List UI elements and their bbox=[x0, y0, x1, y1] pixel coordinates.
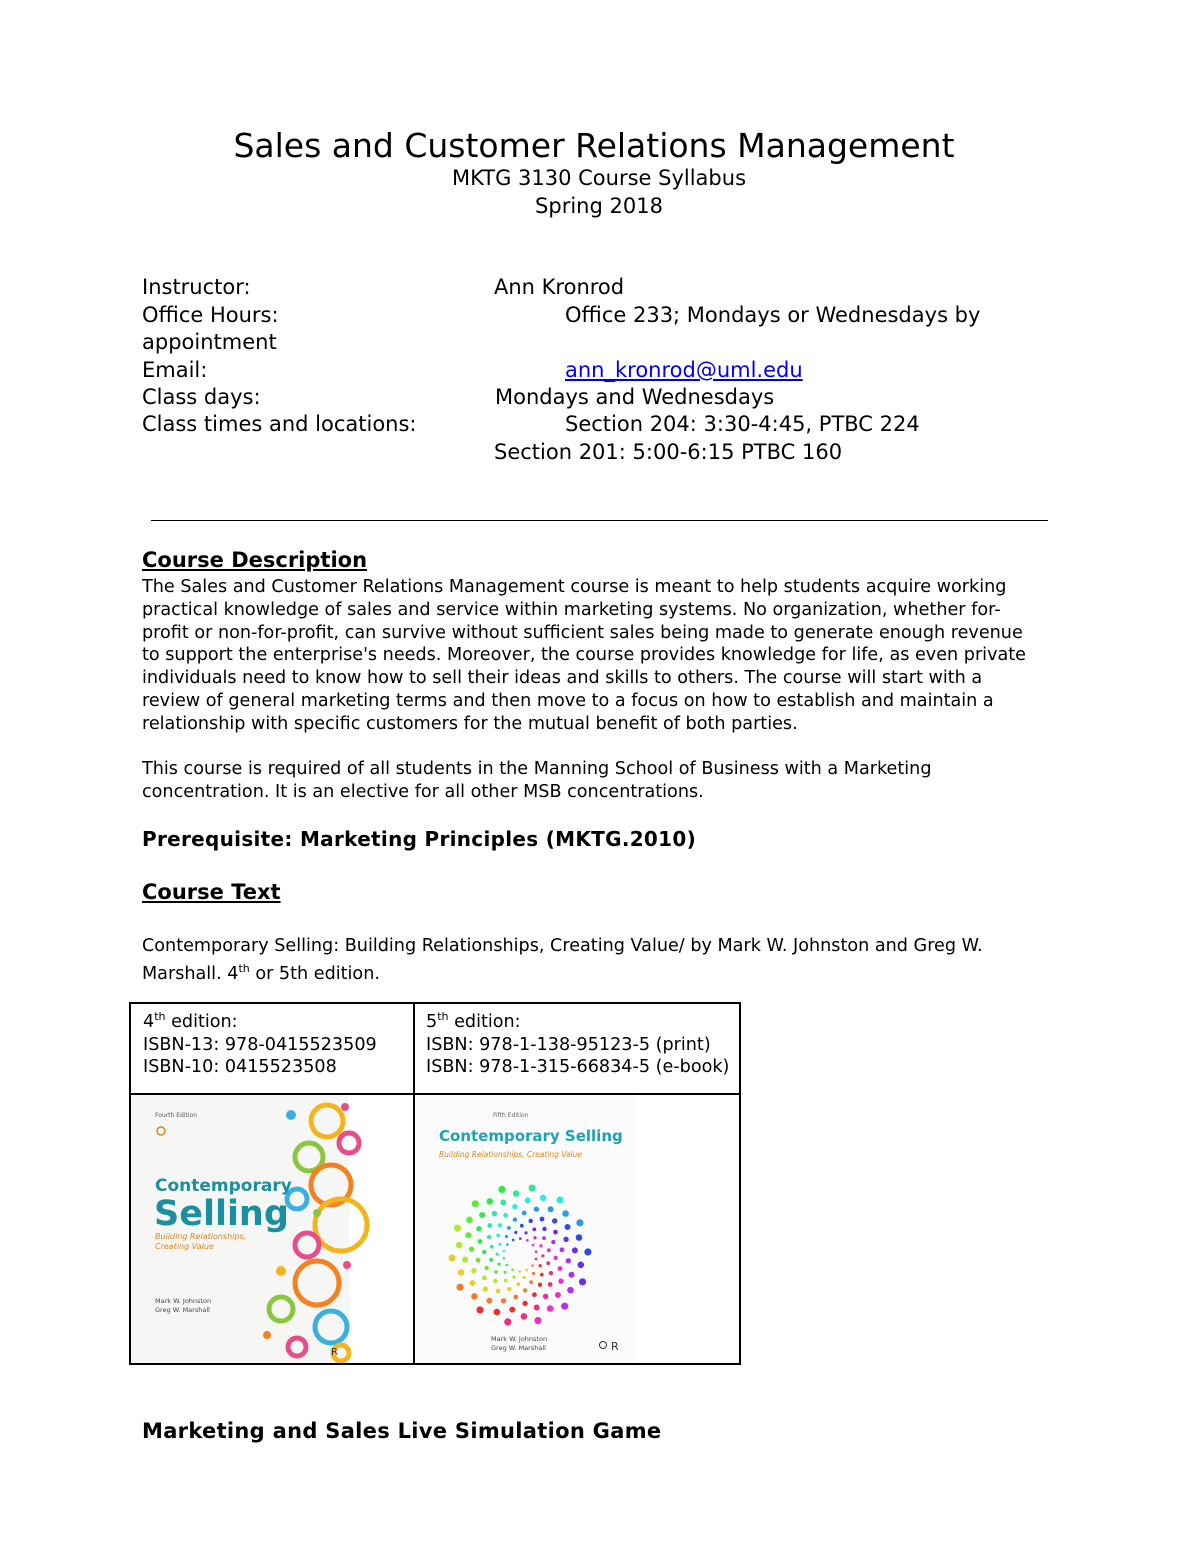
isbn-print: ISBN: 978-1-138-95123-5 (print) bbox=[426, 1034, 711, 1055]
spiral-dot bbox=[553, 1230, 558, 1235]
spiral-dot bbox=[532, 1292, 537, 1297]
description-line: This course is required of all students in the Manning School of Business with a Marketing bbox=[142, 759, 932, 779]
course-text-line: Marshall. 4th or 5th edition. bbox=[142, 961, 380, 984]
spiral-dot bbox=[539, 1244, 542, 1247]
spiral-dot bbox=[513, 1295, 518, 1300]
spiral-dot bbox=[525, 1197, 531, 1203]
spiral-dot bbox=[496, 1253, 499, 1256]
spiral-dot bbox=[569, 1272, 575, 1278]
spiral-dot bbox=[472, 1200, 479, 1207]
spiral-dot bbox=[503, 1257, 506, 1260]
spiral-dot bbox=[547, 1305, 554, 1312]
spiral-dot bbox=[533, 1236, 536, 1239]
spiral-dot bbox=[531, 1264, 534, 1267]
spiral-dot bbox=[500, 1200, 506, 1206]
course-term: Spring 2018 bbox=[535, 194, 663, 218]
spiral-dot bbox=[576, 1234, 583, 1241]
spiral-dot bbox=[540, 1217, 545, 1222]
edition-5-cover-edition: Fifth Edition bbox=[493, 1112, 529, 1119]
spiral-dot bbox=[542, 1227, 546, 1231]
spiral-dot bbox=[504, 1279, 508, 1283]
spiral-dot bbox=[524, 1231, 527, 1234]
spiral-dot bbox=[518, 1270, 521, 1273]
spiral-dot bbox=[497, 1263, 500, 1266]
spiral-dot bbox=[529, 1185, 536, 1192]
office-hours-value: Office 233; Mondays or Wednesdays by bbox=[565, 303, 981, 327]
spiral-dot bbox=[503, 1271, 506, 1274]
spiral-dot bbox=[549, 1271, 553, 1275]
spiral-dot bbox=[498, 1186, 505, 1193]
section-201: Section 201: 5:00-6:15 PTBC 160 bbox=[494, 440, 843, 464]
spiral-dot bbox=[506, 1243, 509, 1246]
spiral-dot bbox=[496, 1234, 500, 1238]
spiral-dot bbox=[521, 1313, 528, 1320]
edition-4-cover-title-2: Selling bbox=[154, 1194, 289, 1234]
spiral-dot bbox=[476, 1306, 483, 1313]
office-hours-continuation: appointment bbox=[142, 330, 277, 354]
spiral-dot bbox=[565, 1224, 571, 1230]
spiral-dot bbox=[476, 1226, 481, 1231]
spiral-dot bbox=[551, 1240, 555, 1244]
spiral-dot bbox=[560, 1247, 565, 1252]
isbn-ebook: ISBN: 978-1-315-66834-5 (e-book) bbox=[426, 1057, 730, 1078]
spiral-dot bbox=[496, 1289, 501, 1294]
spiral-dot bbox=[471, 1293, 478, 1300]
edition-4-cover-author-2: Greg W. Marshall bbox=[155, 1306, 210, 1314]
edition-5-label: 5th edition: bbox=[426, 1010, 521, 1032]
spiral-dot bbox=[538, 1283, 542, 1287]
spiral-dot bbox=[470, 1280, 476, 1286]
spiral-dot bbox=[504, 1318, 511, 1325]
edition-4-cell bbox=[130, 1003, 414, 1094]
spiral-dot bbox=[486, 1298, 492, 1304]
horizontal-rule bbox=[151, 520, 1048, 521]
spiral-dot bbox=[512, 1239, 515, 1242]
spiral-dot bbox=[562, 1210, 569, 1217]
spiral-dot bbox=[483, 1286, 488, 1291]
spiral-dot bbox=[506, 1264, 509, 1267]
spiral-dot bbox=[534, 1317, 541, 1324]
spiral-dot bbox=[552, 1218, 557, 1223]
edition-5-cover-art bbox=[415, 1095, 739, 1363]
description-line: practical knowledge of sales and service within marketing systems. No organization, whether for- bbox=[142, 599, 1001, 620]
description-line: relationship with specific customers for the mutual benefit of both parties. bbox=[142, 713, 798, 734]
spiral-dot bbox=[572, 1247, 578, 1253]
spiral-dot bbox=[529, 1219, 533, 1223]
spiral-dot bbox=[567, 1287, 574, 1294]
course-subtitle: MKTG 3130 Course Syllabus bbox=[451, 166, 747, 190]
spiral-dot bbox=[490, 1245, 494, 1249]
spiral-dot bbox=[494, 1270, 498, 1274]
spiral-dot bbox=[535, 1250, 538, 1253]
spiral-dot bbox=[547, 1248, 551, 1252]
spiral-dot bbox=[457, 1284, 464, 1291]
spiral-dot bbox=[458, 1269, 465, 1276]
edition-4-cover-cell bbox=[130, 1094, 414, 1364]
office-hours-label: Office Hours: bbox=[142, 303, 279, 327]
spiral-dot bbox=[498, 1243, 501, 1246]
edition-4-cover bbox=[131, 1095, 413, 1363]
spiral-dot bbox=[456, 1242, 463, 1249]
spiral-dot bbox=[542, 1236, 546, 1240]
edition-4-cover-art bbox=[131, 1095, 413, 1363]
spiral-dot bbox=[466, 1232, 472, 1238]
course-text-line: Contemporary Selling: Building Relationships, Creating Value/ by Mark W. Johnston and Greg W. bbox=[142, 936, 983, 956]
spiral-dot bbox=[487, 1223, 492, 1228]
edition-4-cover-author-1: Mark W. Johnston bbox=[155, 1297, 212, 1305]
description-line: profit or non-for-profit, can survive without sufficient sales being made to generate enough revenue bbox=[142, 622, 1023, 643]
spiral-dot bbox=[555, 1292, 561, 1298]
spiral-dot bbox=[507, 1287, 511, 1291]
spiral-dot bbox=[566, 1258, 571, 1263]
spiral-dot bbox=[511, 1268, 514, 1271]
spiral-dot bbox=[540, 1273, 544, 1277]
isbn-13: ISBN-13: 978-0415523509 bbox=[143, 1034, 377, 1055]
spiral-dot bbox=[535, 1258, 538, 1261]
edition-5-cover-author-1: Mark W. Johnston bbox=[491, 1335, 548, 1343]
spiral-dot bbox=[522, 1211, 527, 1216]
spiral-dot bbox=[578, 1262, 585, 1269]
email-link[interactable]: ann_kronrod@uml.edu bbox=[565, 358, 803, 382]
spiral-dot bbox=[561, 1303, 568, 1310]
simulation-game-heading: Marketing and Sales Live Simulation Game bbox=[142, 1419, 662, 1443]
spiral-dot bbox=[493, 1279, 497, 1283]
prerequisite-line: Prerequisite: Marketing Principles (MKTG.2010) bbox=[142, 827, 697, 851]
spiral-dot bbox=[503, 1213, 508, 1218]
spiral-dot bbox=[449, 1254, 456, 1261]
spiral-dot bbox=[584, 1248, 591, 1255]
spiral-dot bbox=[494, 1309, 501, 1316]
edition-4-cover-subtitle-1: Building Relationships, bbox=[155, 1232, 247, 1241]
spiral-dot bbox=[534, 1305, 540, 1311]
edition-5-cell bbox=[414, 1003, 740, 1094]
spiral-dot bbox=[498, 1223, 502, 1227]
spiral-dot bbox=[501, 1298, 506, 1303]
spiral-dot bbox=[529, 1280, 533, 1284]
spiral-dot bbox=[476, 1258, 481, 1263]
edition-5-cover-publisher: R bbox=[611, 1340, 619, 1353]
spiral-dot bbox=[507, 1226, 511, 1230]
spiral-dot bbox=[541, 1254, 544, 1257]
editions-table bbox=[129, 1002, 741, 1365]
spiral-dot bbox=[523, 1288, 527, 1292]
spiral-dot bbox=[503, 1250, 506, 1253]
spiral-dot bbox=[558, 1266, 563, 1271]
class-days-label: Class days: bbox=[142, 385, 261, 409]
edition-4-cover-subtitle-2: Creating Value bbox=[155, 1242, 214, 1251]
spiral-dot bbox=[546, 1261, 550, 1265]
spiral-dot bbox=[522, 1301, 527, 1306]
spiral-dot bbox=[492, 1211, 497, 1216]
spiral-dot bbox=[487, 1235, 491, 1239]
spiral-dot bbox=[454, 1225, 461, 1232]
spiral-dot bbox=[520, 1224, 524, 1228]
spiral-dot bbox=[532, 1272, 535, 1275]
class-days-value: Mondays and Wednesdays bbox=[495, 385, 775, 409]
spiral-dot bbox=[523, 1276, 526, 1279]
spiral-dot bbox=[512, 1276, 515, 1279]
spiral-dot bbox=[579, 1278, 586, 1285]
spiral-dot bbox=[512, 1204, 517, 1209]
section-204: Section 204: 3:30-4:45, PTBC 224 bbox=[565, 412, 920, 436]
edition-5-cover-subtitle: Building Relationships, Creating Value bbox=[439, 1150, 583, 1159]
spiral-dot bbox=[539, 1264, 542, 1267]
spiral-dot bbox=[576, 1219, 583, 1226]
instructor-value: Ann Kronrod bbox=[494, 275, 625, 299]
edition-5-cover-author-2: Greg W. Marshall bbox=[491, 1344, 546, 1352]
spiral-dot bbox=[558, 1279, 563, 1284]
spiral-dot bbox=[471, 1268, 476, 1273]
spiral-dot bbox=[516, 1282, 520, 1286]
instructor-label: Instructor: bbox=[142, 275, 251, 299]
spiral-dot bbox=[478, 1239, 483, 1244]
spiral-dot bbox=[540, 1195, 547, 1202]
course-text-paragraph bbox=[142, 935, 1142, 985]
spiral-dot bbox=[519, 1237, 522, 1240]
spiral-dot bbox=[548, 1206, 554, 1212]
spiral-dot bbox=[466, 1217, 473, 1224]
spiral-dot bbox=[556, 1196, 563, 1203]
spiral-dot bbox=[563, 1237, 568, 1242]
course-description-heading: Course Description bbox=[142, 548, 368, 572]
spiral-dot bbox=[532, 1244, 535, 1247]
description-line: review of general marketing terms and then move to a focus on how to establish and maintain a bbox=[142, 690, 994, 711]
spiral-dot bbox=[462, 1257, 468, 1263]
spiral-dot bbox=[482, 1276, 487, 1281]
spiral-dot bbox=[509, 1307, 515, 1313]
spiral-dot bbox=[548, 1282, 553, 1287]
edition-5-cover bbox=[415, 1095, 739, 1363]
description-line: The Sales and Customer Relations Management course is meant to help students acquire working bbox=[142, 577, 1007, 597]
spiral-dot bbox=[534, 1207, 539, 1212]
spiral-dot bbox=[513, 1190, 520, 1197]
spiral-dot bbox=[526, 1239, 529, 1242]
description-paragraph-1 bbox=[142, 576, 1142, 736]
class-times-label: Class times and locations: bbox=[142, 412, 417, 436]
edition-4-cover-publisher: R bbox=[331, 1347, 338, 1358]
edition-4-cover-title-1: Contemporary bbox=[155, 1176, 292, 1196]
email-label: Email: bbox=[142, 358, 208, 382]
edition-5-cover-title: Contemporary Selling bbox=[439, 1127, 623, 1145]
spiral-dot bbox=[526, 1269, 529, 1272]
spiral-dot bbox=[554, 1256, 558, 1260]
description-line: concentration. It is an elective for all other MSB concentrations. bbox=[142, 781, 704, 802]
spiral-dot bbox=[469, 1247, 474, 1252]
spiral-dot bbox=[505, 1235, 508, 1238]
course-text-heading: Course Text bbox=[142, 880, 281, 904]
spiral-dot bbox=[479, 1212, 485, 1218]
spiral-dot bbox=[489, 1258, 493, 1262]
edition-4-label: 4th edition: bbox=[143, 1010, 238, 1032]
description-line: individuals need to know how to sell their ideas and skills to others. The course will start with a bbox=[142, 668, 983, 689]
description-line: to support the enterprise's needs. Moreover, the course provides knowledge for life, as even private bbox=[142, 645, 1026, 666]
isbn-10: ISBN-10: 0415523508 bbox=[143, 1057, 337, 1078]
edition-4-cover-edition: Fourth Edition bbox=[155, 1112, 197, 1119]
page-title: Sales and Customer Relations Management bbox=[233, 126, 955, 165]
description-paragraph-2 bbox=[142, 758, 1142, 804]
spiral-dot bbox=[514, 1231, 517, 1234]
spiral-dot bbox=[487, 1198, 494, 1205]
spiral-dot bbox=[513, 1217, 517, 1221]
spiral-dot bbox=[482, 1250, 486, 1254]
edition-5-cover-cell bbox=[414, 1094, 740, 1364]
spiral-dot bbox=[532, 1228, 536, 1232]
spiral-dot bbox=[543, 1294, 548, 1299]
spiral-dot bbox=[484, 1266, 488, 1270]
